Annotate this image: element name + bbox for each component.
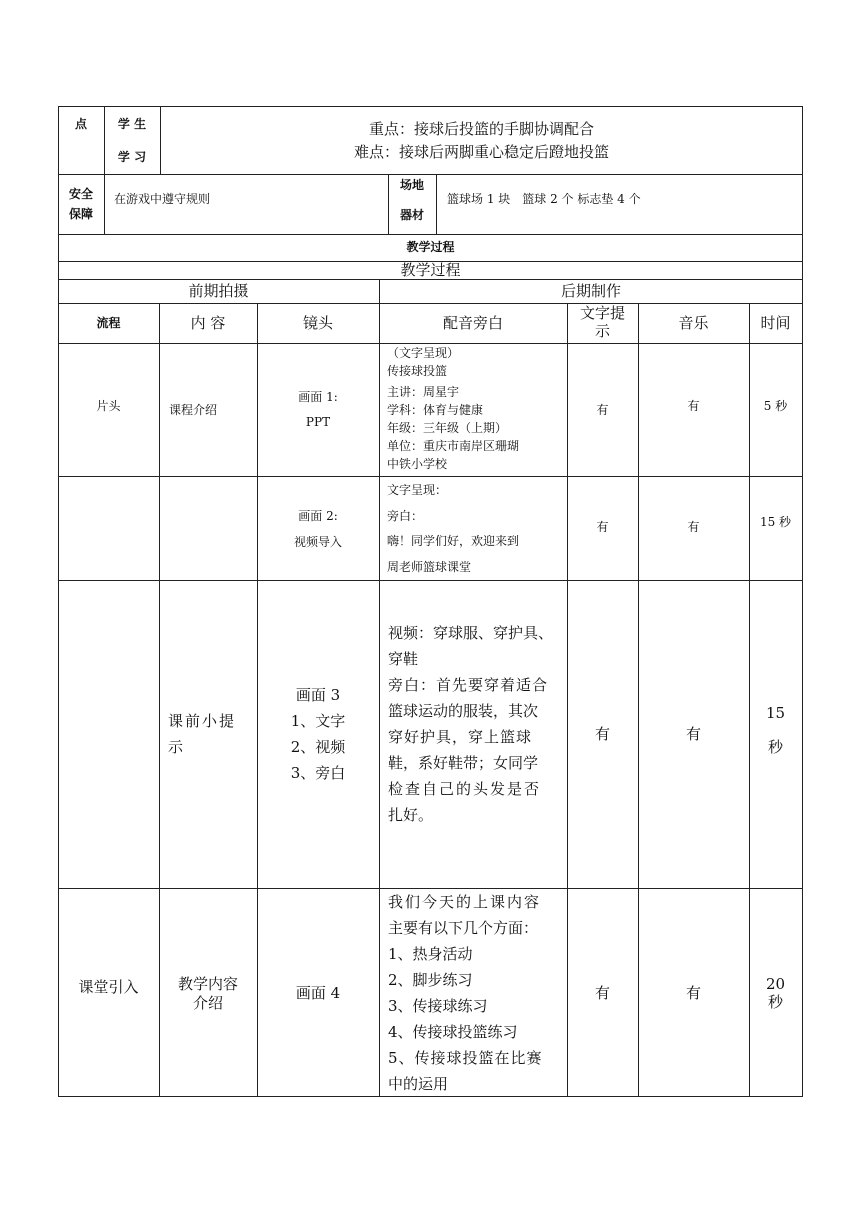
safety-label-1: 安全 (68, 187, 93, 201)
table-row-1-narration-3: 主讲：周星宇 (387, 385, 460, 399)
row-divider (58, 888, 803, 889)
table-row-2-shot-1: 画面 2: (298, 509, 338, 523)
row-divider (58, 476, 803, 477)
key-point-text: 重点：接球后投篮的手脚协调配合 (368, 120, 594, 138)
table-row-3-content-2: 示 (168, 738, 184, 756)
table-row-1-flow: 片头 (96, 399, 121, 413)
venue-label-2: 器材 (399, 208, 424, 222)
table-row-2-text-hint: 有 (596, 520, 609, 534)
table-row-4-narration-6: 4、传接球投篮练习 (388, 1023, 518, 1041)
table-row-4-time-1: 20 (765, 975, 786, 993)
col-divider (160, 106, 161, 174)
table-row-1-music: 有 (687, 399, 700, 413)
table-row-1-narration-6: 单位：重庆市南岸区珊瑚 (387, 439, 520, 453)
table-row-1-narration-5: 年级：三年级（上期） (387, 421, 508, 435)
column-header-time: 时间 (760, 314, 791, 332)
table-row-3-narration-7: 检查自己的头发是否 (388, 780, 542, 798)
table-row-1-content: 课程介绍 (169, 403, 218, 417)
table-row-3-narration-3: 旁白：首先要穿着适合 (388, 676, 549, 694)
section-title-bold: 教学过程 (406, 240, 455, 254)
table-row-3-narration-2: 穿鞋 (388, 650, 419, 668)
table-row-4-content-1: 教学内容 (177, 975, 238, 993)
row-divider (58, 580, 803, 581)
table-row-3-music: 有 (685, 725, 701, 743)
table-row-3-text-hint: 有 (594, 725, 610, 743)
row-divider (58, 279, 803, 280)
table-row-2-shot-2: 视频导入 (293, 535, 342, 549)
table-row-1-time: 5 秒 (763, 399, 788, 413)
table-row-2-narration-1: 文字呈现： (387, 483, 448, 497)
table-border-bottom (58, 1096, 803, 1097)
table-row-1-shot-1: 画面 1: (298, 390, 338, 404)
table-row-3-narration-1: 视频：穿球服、穿护具、 (388, 624, 554, 642)
row-divider (58, 303, 803, 304)
row-divider (58, 343, 803, 344)
table-row-2-music: 有 (687, 520, 700, 534)
safety-value: 在游戏中遵守规则 (114, 192, 211, 206)
table-row-3-time-1: 15 (765, 704, 786, 722)
table-row-2-time: 15 秒 (759, 515, 792, 529)
table-row-1-narration-4: 学科：体育与健康 (387, 403, 484, 417)
row-divider (58, 234, 803, 235)
table-border-top (58, 106, 803, 107)
student-learning-label-1: 学 生 (117, 117, 147, 131)
difficulty-text: 难点：接球后两脚重心稳定后蹬地投篮 (353, 143, 609, 161)
table-row-4-narration-5: 3、传接球练习 (388, 997, 488, 1015)
table-row-1-narration-2: 传接球投篮 (387, 364, 448, 378)
point-label: 点 (74, 117, 87, 131)
table-row-2-narration-3: 嗨！同学们好，欢迎来到 (387, 534, 520, 548)
col-divider (104, 174, 105, 234)
table-row-4-narration-7: 5、传接球投篮在比赛 (388, 1049, 543, 1067)
table-row-3-shot-2: 1、文字 (290, 712, 346, 730)
table-row-1-narration-1: （文字呈现） (387, 346, 460, 360)
table-row-4-flow: 课堂引入 (78, 978, 139, 996)
table-row-4-narration-8: 中的运用 (388, 1075, 449, 1093)
table-row-3-narration-8: 扎好。 (388, 806, 434, 824)
student-learning-label-2: 学 习 (117, 150, 147, 164)
post-production-header: 后期制作 (560, 282, 621, 300)
table-row-3-time-2: 秒 (767, 738, 783, 756)
table-row-4-narration-3: 1、热身活动 (388, 945, 473, 963)
col-divider (436, 174, 437, 234)
col-divider (638, 303, 639, 1096)
venue-label-1: 场地 (399, 178, 424, 192)
table-row-4-narration-2: 主要有以下几个方面： (388, 919, 539, 937)
table-row-2-narration-4: 周老师篮球课堂 (387, 560, 472, 574)
table-row-1-shot-2: PPT (305, 415, 331, 429)
table-row-4-text-hint: 有 (594, 984, 610, 1002)
table-row-4-shot: 画面 4 (295, 984, 341, 1002)
table-row-4-content-2: 介绍 (192, 994, 223, 1012)
table-row-3-narration-6: 鞋，系好鞋带；女同学 (388, 754, 539, 772)
table-row-3-shot-3: 2、视频 (290, 738, 346, 756)
table-row-1-narration-7: 中铁小学校 (387, 457, 448, 471)
col-divider (567, 303, 568, 1096)
column-header-narration: 配音旁白 (442, 314, 503, 332)
table-row-4-music: 有 (685, 984, 701, 1002)
column-header-flow: 流程 (96, 316, 121, 330)
table-row-3-shot-1: 画面 3 (295, 686, 341, 704)
safety-label-2: 保障 (68, 207, 93, 221)
table-row-3-narration-4: 篮球运动的服装，其次 (388, 702, 539, 720)
column-header-text-hint: 文字提示 (579, 304, 625, 340)
table-row-4-time-2: 秒 (767, 993, 783, 1011)
column-header-shot: 镜头 (302, 314, 333, 332)
table-row-3-shot-4: 3、旁白 (290, 764, 346, 782)
col-divider (379, 303, 380, 1096)
table-row-2-narration-2: 旁白： (387, 509, 424, 523)
row-divider (58, 174, 803, 175)
table-row-4-narration-4: 2、脚步练习 (388, 971, 473, 989)
table-row-3-content-1: 课前小提 (168, 712, 237, 730)
section-title: 教学过程 (400, 261, 461, 279)
pre-shooting-header: 前期拍摄 (188, 282, 249, 300)
venue-value: 篮球场 1 块 篮球 2 个 标志垫 4 个 (447, 192, 641, 206)
table-row-3-narration-5: 穿好护具，穿上篮球 (388, 728, 533, 746)
table-row-4-narration-1: 我们今天的上课内容 (388, 893, 542, 911)
table-row-1-text-hint: 有 (596, 403, 609, 417)
column-header-content: 内 容 (190, 314, 226, 332)
column-header-music: 音乐 (678, 314, 709, 332)
